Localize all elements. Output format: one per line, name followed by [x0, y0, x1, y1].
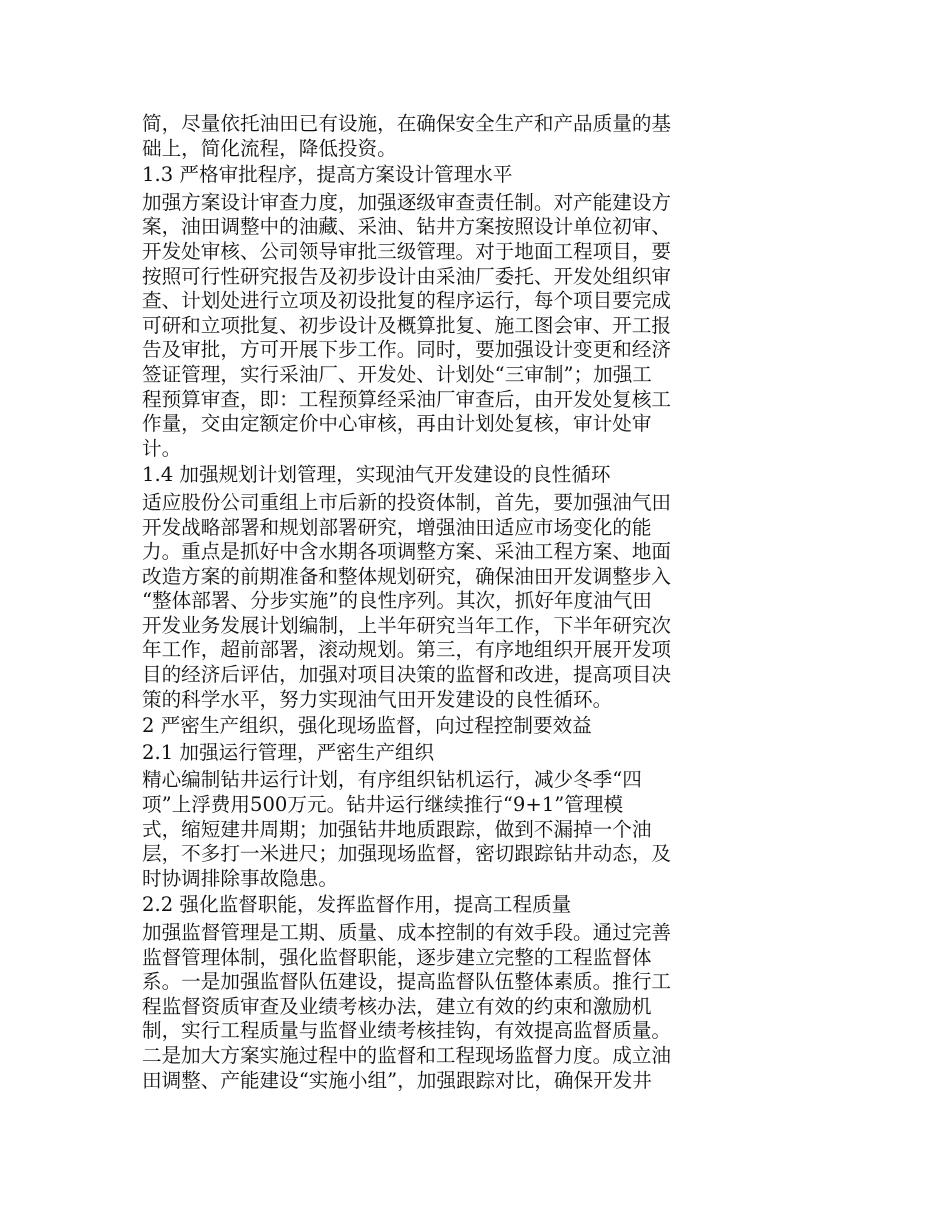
text-line: 程监督资质审查及业绩考核办法，建立有效的约束和激励机: [142, 994, 652, 1018]
text-line: 础上，简化流程，降低投资。: [142, 136, 397, 160]
text-line: 加强方案设计审查力度，加强逐级审查责任制。对产能建设方: [142, 190, 672, 214]
text-line: 田调整、产能建设“实施小组”，加强跟踪对比，确保开发井: [142, 1068, 652, 1092]
text-line: 制，实行工程质量与监督业绩考核挂钩，有效提高监督质量。: [142, 1019, 672, 1043]
text-line: 可研和立项批复、初步设计及概算批复、施工图会审、开工报: [142, 313, 672, 337]
section-heading: 2.2 强化监督职能，发挥监督作用，提高工程质量: [142, 893, 572, 917]
text-line: 监督管理体制，强化监督职能，逐步建立完整的工程监督体: [142, 945, 652, 969]
text-line: 加强监督管理是工期、质量、成本控制的有效手段。通过完善: [142, 921, 672, 944]
text-line: 二是加大方案实施过程中的监督和工程现场监督力度。成立油: [142, 1043, 672, 1067]
text-line: 按照可行性研究报告及初步设计由采油厂委托、开发处组织审: [142, 264, 672, 288]
text-line: 签证管理，实行采油厂、开发处、计划处“三审制”；加强工: [142, 362, 652, 386]
section-heading: 2 严密生产组织，强化现场监督，向过程控制要效益: [142, 714, 592, 738]
text-line: 层，不多打一米进尺；加强现场监督，密切跟踪钻井动态，及: [142, 842, 672, 866]
text-line: 年工作，超前部署，滚动规划。第三，有序地组织开展开发项: [142, 638, 672, 662]
text-line: “整体部署、分步实施”的良性序列。其次，抓好年度油气田: [142, 589, 652, 613]
text-line: 开发业务发展计划编制，上半年研究当年工作，下半年研究次: [142, 613, 672, 637]
section-heading: 1.3 严格审批程序，提高方案设计管理水平: [142, 163, 513, 187]
document-body: [142, 112, 732, 1093]
text-line: 时协调排除事故隐患。: [142, 866, 338, 890]
text-line: 策的科学水平，努力实现油气田开发建设的良性循环。: [142, 687, 613, 711]
text-line: 开发战略部署和规划部署研究，增强油田适应市场变化的能: [142, 515, 652, 539]
text-line: 查、计划处进行立项及初设批复的程序运行，每个项目要完成: [142, 289, 672, 313]
section-heading: 2.1 加强运行管理，严密生产组织: [142, 740, 435, 764]
text-line: 式，缩短建井周期；加强钻井地质跟踪，做到不漏掉一个油: [142, 817, 652, 841]
text-line: 改造方案的前期准备和整体规划研究，确保油田开发调整步入: [142, 564, 672, 588]
text-line: 简，尽量依托油田已有设施，在确保安全生产和产品质量的基: [142, 112, 672, 135]
text-line: 计。: [142, 436, 182, 460]
text-line: 作量，交由定额定价中心审核，再由计划处复核，审计处审: [142, 412, 652, 436]
text-line: 告及审批，方可开展下步工作。同时，要加强设计变更和经济: [142, 338, 672, 362]
text-line: 适应股份公司重组上市后新的投资体制，首先，要加强油气田: [142, 490, 672, 514]
text-line: 案，油田调整中的油藏、采油、钻井方案按照设计单位初审、: [142, 215, 672, 239]
text-line: 系。一是加强监督队伍建设，提高监督队伍整体素质。推行工: [142, 970, 672, 994]
text-line: 程预算审查，即：工程预算经采油厂审查后，由开发处复核工: [142, 387, 672, 411]
text-line: 项”上浮费用500万元。钻井运行继续推行“9+1”管理模: [142, 793, 624, 817]
text-line: 精心编制钻井运行计划，有序组织钻机运行，减少冬季“四: [142, 768, 642, 792]
text-line: 力。重点是抓好中含水期各项调整方案、采油工程方案、地面: [142, 540, 672, 564]
text-line: 目的经济后评估，加强对项目决策的监督和改进，提高项目决: [142, 663, 672, 687]
text-line: 开发处审核、公司领导审批三级管理。对于地面工程项目，要: [142, 239, 672, 263]
section-heading: 1.4 加强规划计划管理，实现油气开发建设的良性循环: [142, 463, 611, 487]
